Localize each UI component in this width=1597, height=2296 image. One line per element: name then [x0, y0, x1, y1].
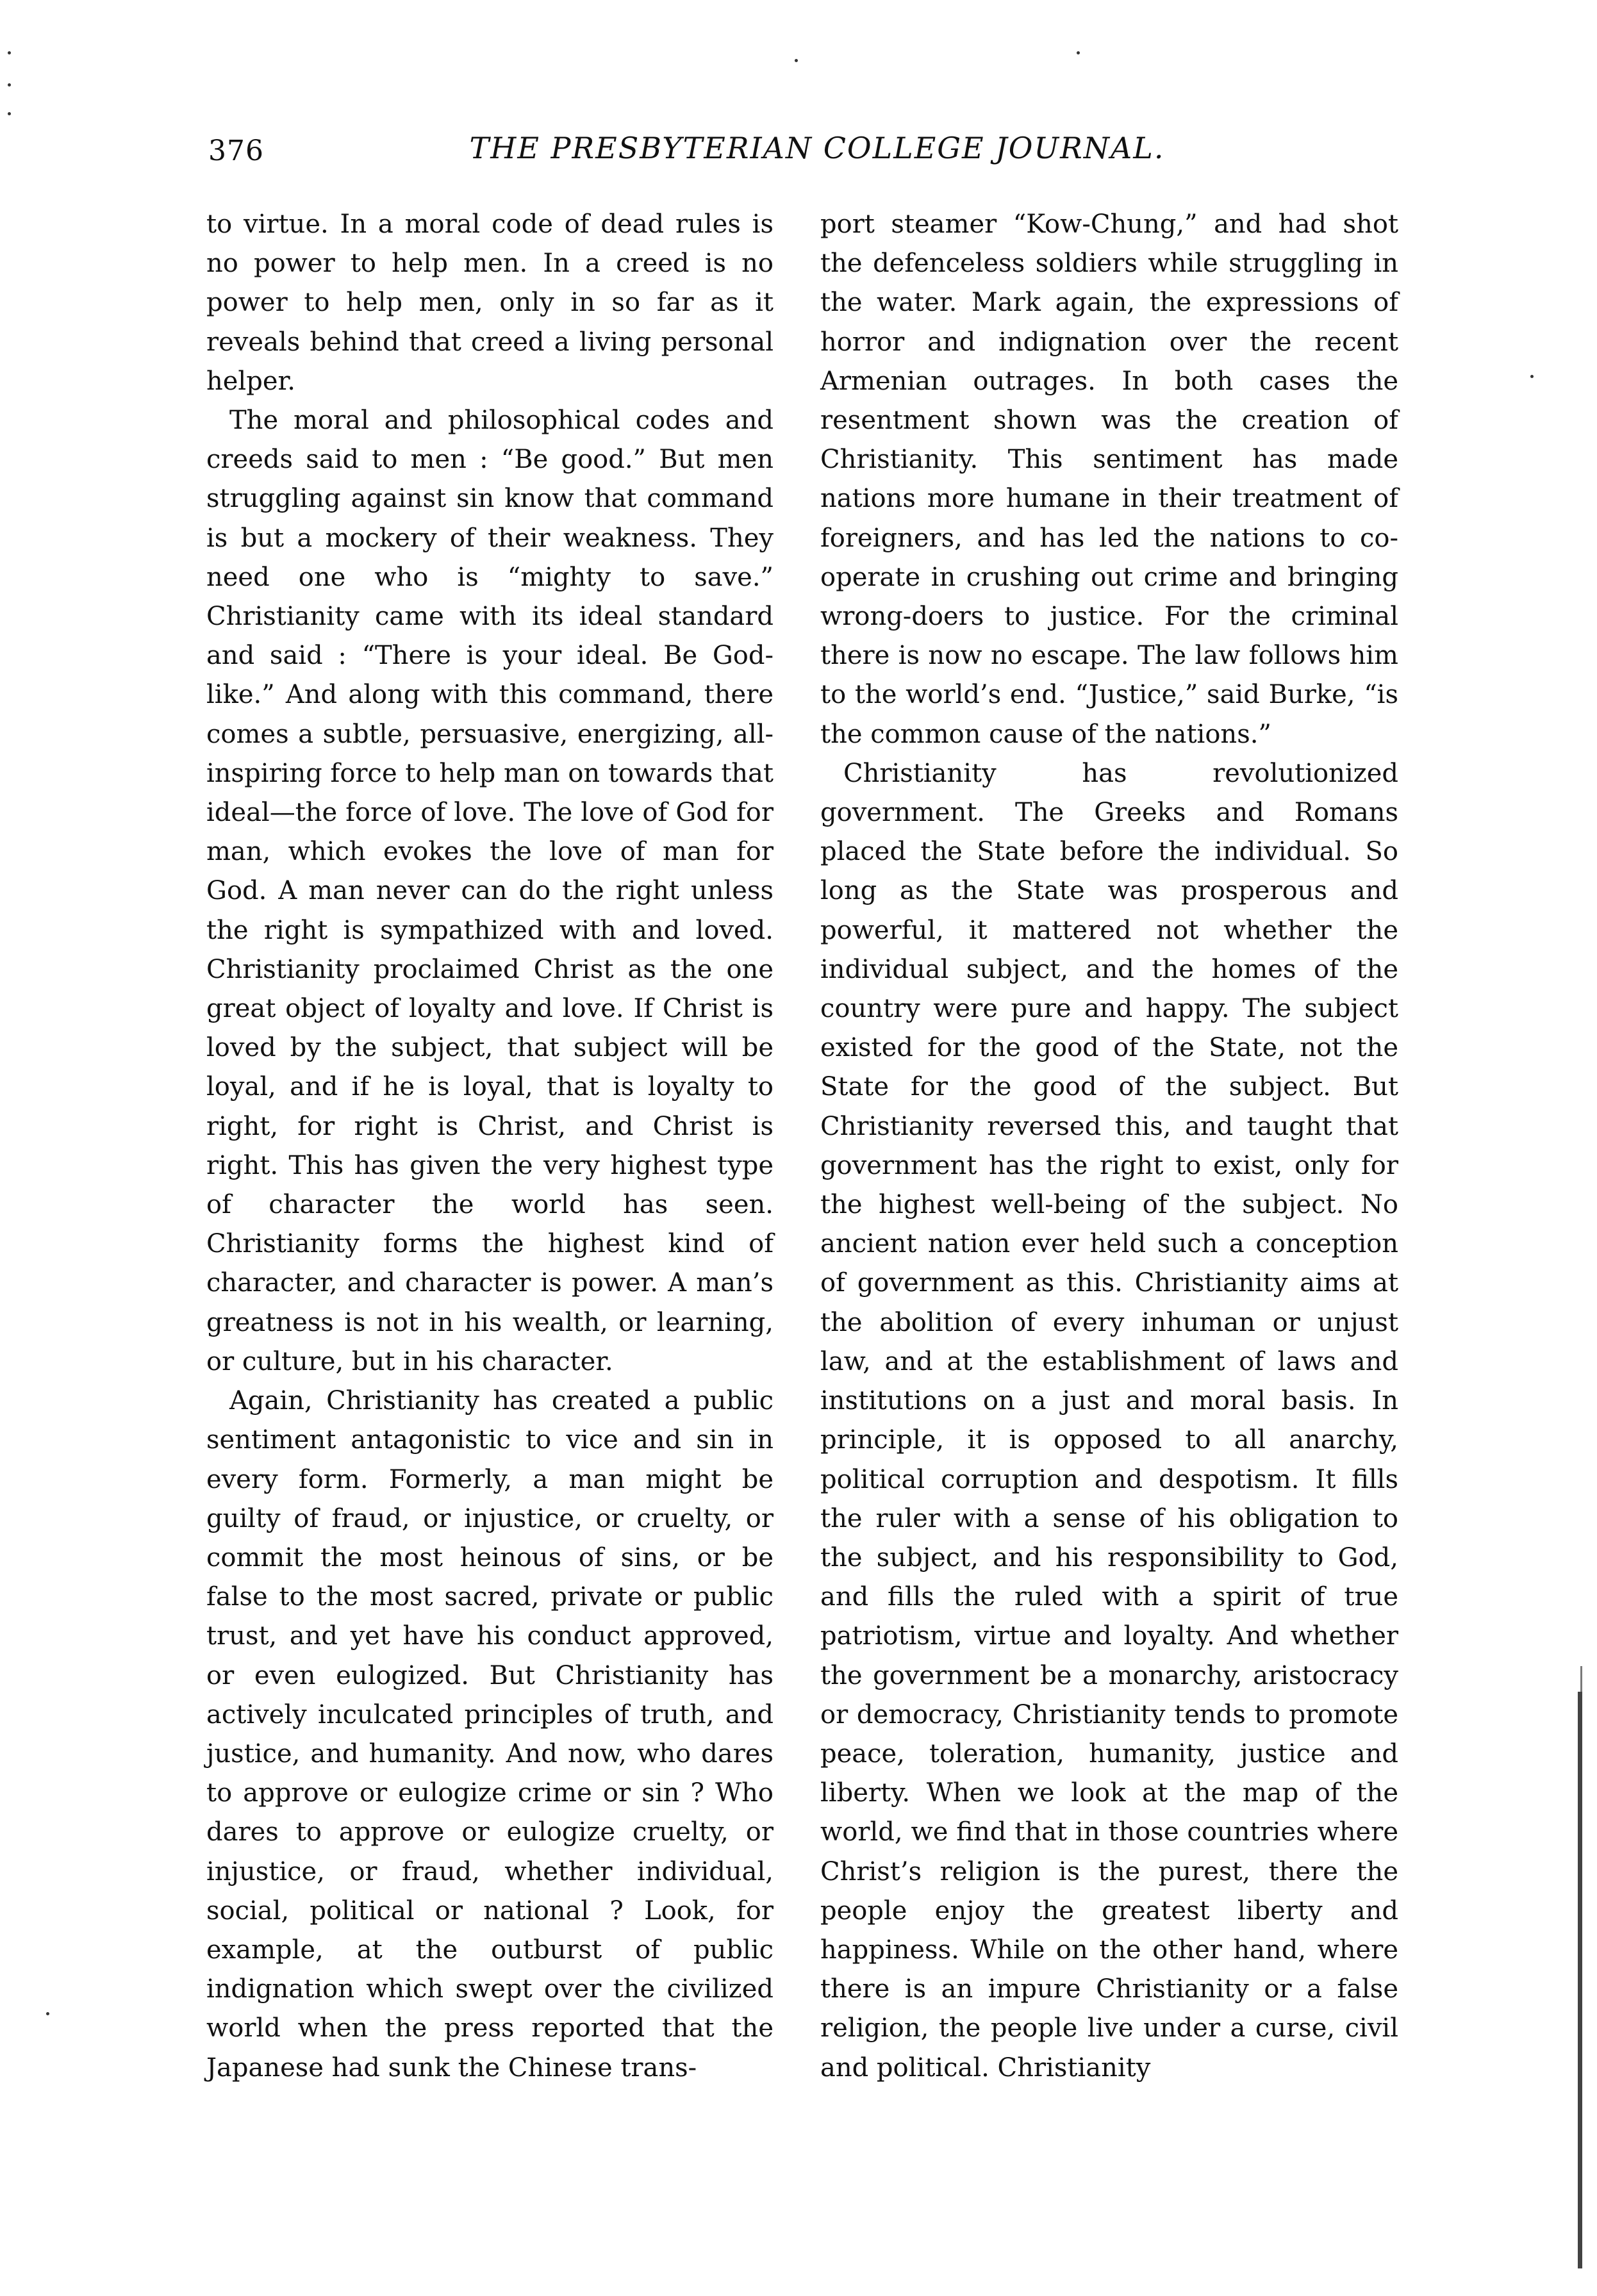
running-title: THE PRESBYTERIAN COLLEGE JOURNAL. — [469, 131, 1165, 165]
paragraph: to virtue. In a moral code of dead rules is no power to help men. In a creed is no power to help men, only in so far as it reveals behind that creed a living personal helper. — [206, 210, 774, 396]
scan-speck — [8, 112, 11, 115]
paragraph: Again, Christianity has created a public sentiment antagonistic to vice and sin in every form. Formerly, a man might be guilty of fraud, or injustice, or cruelty, or commit the most heinous of sins, or be false to the most sacred, private or public trust, and yet have his conduct approved, or even eulogized. But Christianity has actively inculcated principles of truth, and justice, and humanity. And now, who dares to approve or eulogize crime or sin ? Who dares to approve or eulogize cruelty, or injustice, or fraud, whether individual, social, political or national ? Look, for example, at the outburst of public indignation which swept over the civilized world when the press reported that the Japanese had sunk the Chinese trans- — [206, 1386, 774, 2083]
scan-speck — [8, 51, 11, 54]
scan-speck — [1077, 51, 1080, 54]
scan-speck — [795, 59, 798, 62]
paragraph: The moral and philosophical codes and creeds said to men : “Be good.” But men struggling against sin know that command is but a mockery of their weakness. They need one who is “mighty to save.” Christianity came with its ideal standard and said : “There is your ideal. Be God-like.” And along with this command, there comes a subtle, persuasive, energizing, all-inspiring force to help man on towards that ideal—the force of love. The love of God for man, which evokes the love of man for God. A man never can do the right unless the right is sympathized with and loved. Christianity proclaimed Christ as the one great object of loyalty and love. If Christ is loved by the subject, that subject will be loyal, and if he is loyal, that is loyalty to right, for right is Christ, and Christ is right. This has given the very highest type of character the world has seen. Christianity forms the highest kind of character, and character is power. A man’s greatness is not in his wealth, or learning, or culture, but in his character. — [206, 406, 774, 1376]
scan-speck — [8, 83, 11, 87]
binding-edge-mark-top — [1580, 1666, 1582, 1692]
paragraph: port steamer “Kow-Chung,” and had shot the defenceless soldiers while struggling in the water. Mark again, the expressions of horror and indignation over the recent Armenian outrages. In both cases the resentment shown was the creation of Christianity. This sentiment has made nations more humane in their treatment of foreigners, and has led the nations to co-operate in crushing out crime and bringing wrong-doers to justice. For the criminal there is now no escape. The law follows him to the world’s end. “Justice,” said Burke, “is the common cause of the nations.” — [820, 210, 1398, 749]
scan-speck — [1530, 375, 1534, 378]
left-column — [206, 205, 774, 2088]
right-column — [820, 205, 1398, 2088]
binding-edge-mark — [1578, 1692, 1582, 2268]
paragraph: Christianity has revolutionized government. The Greeks and Romans placed the State before the individual. So long as the State was prosperous and powerful, it mattered not whether the individual subject, and the homes of the country were pure and happy. The subject existed for the good of the State, not the State for the good of the subject. But Christianity reversed this, and taught that government has the right to exist, only for the highest well-being of the subject. No ancient nation ever held such a conception of government as this. Christianity aims at the abolition of every inhuman or unjust law, and at the establishment of laws and institutions on a just and moral basis. In principle, it is opposed to all anarchy, political corruption and despotism. It fills the ruler with a sense of his obligation to the subject, and his responsibility to God, and fills the ruled with a spirit of true patriotism, virtue and loyalty. And whether the government be a monarchy, aristocracy or democracy, Christianity tends to promote peace, toleration, humanity, justice and liberty. When we look at the map of the world, we find that in those countries where Christ’s religion is the purest, there the people enjoy the greatest liberty and happiness. While on the other hand, where there is an impure Christianity or a false religion, the people live under a curse, civil and political. Christianity — [820, 758, 1398, 2083]
page-number: 376 — [208, 135, 264, 167]
scan-speck — [46, 2012, 49, 2015]
